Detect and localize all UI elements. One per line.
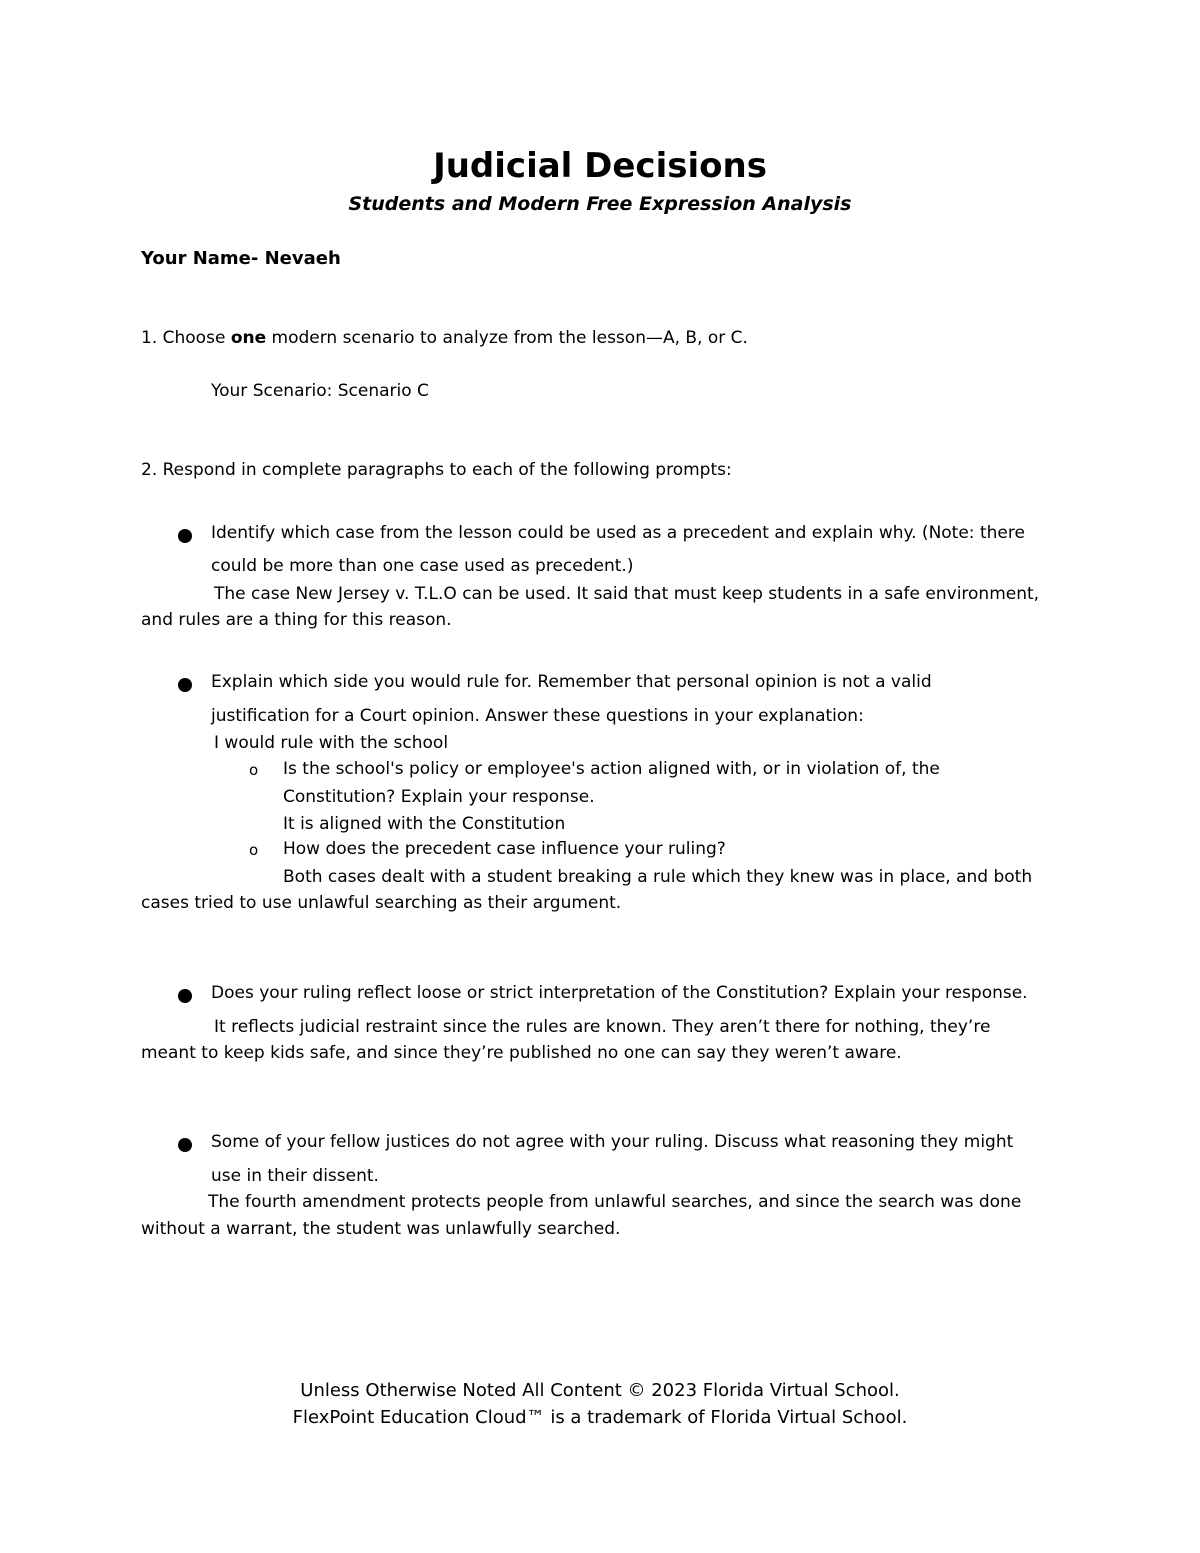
prompt-2-sub-1-line-2: Constitution? Explain your response. [283, 787, 595, 807]
bullet-icon [178, 678, 192, 692]
bullet-icon [178, 1138, 192, 1152]
prompt-3-answer-1: It reflects judicial restraint since the rules are known. They aren’t there for nothing, they’re [214, 1017, 991, 1037]
question-1 [141, 328, 748, 348]
prompt-4-line-1: Some of your fellow justices do not agree with your ruling. Discuss what reasoning they might [211, 1132, 1014, 1152]
footer-trademark: FlexPoint Education Cloud™ is a trademark of Florida Virtual School. [292, 1407, 908, 1428]
sub-bullet-icon: o [249, 761, 259, 779]
question-1-emphasis: one [230, 328, 267, 348]
prompt-1-answer-2: and rules are a thing for this reason. [141, 610, 452, 630]
question-1-number: 1. [141, 328, 158, 348]
prompt-2-answer: I would rule with the school [214, 733, 449, 753]
prompt-2-sub-2-answer-1: Both cases dealt with a student breaking a rule which they knew was in place, and both [283, 867, 1033, 887]
prompt-4-answer-1: The fourth amendment protects people from unlawful searches, and since the search was done [208, 1192, 1022, 1212]
prompt-2-sub-1-line-1: Is the school's policy or employee's action aligned with, or in violation of, the [283, 759, 940, 779]
prompt-4-line-2: use in their dissent. [211, 1166, 379, 1186]
prompt-2-line-2: justification for a Court opinion. Answer these questions in your explanation: [211, 706, 864, 726]
prompt-1-answer-1: The case New Jersey v. T.L.O can be used. It said that must keep students in a safe environment, [214, 584, 1040, 604]
student-name: Your Name- Nevaeh [141, 248, 341, 269]
question-1-answer: Your Scenario: Scenario C [211, 381, 429, 401]
footer-copyright: Unless Otherwise Noted All Content © 2023 Florida Virtual School. [300, 1380, 900, 1401]
page-subtitle: Students and Modern Free Expression Analysis [348, 193, 852, 215]
sub-bullet-icon: o [249, 841, 259, 859]
prompt-4-answer-2: without a warrant, the student was unlawfully searched. [141, 1219, 621, 1239]
prompt-2-sub-2-line-1: How does the precedent case influence your ruling? [283, 839, 726, 859]
prompt-2-sub-2-answer-2: cases tried to use unlawful searching as their argument. [141, 893, 622, 913]
question-2-instruction: 2. Respond in complete paragraphs to each of the following prompts: [141, 460, 732, 480]
prompt-3-line-1: Does your ruling reflect loose or strict interpretation of the Constitution? Explain your response. [211, 983, 1028, 1003]
prompt-2-sub-1-answer: It is aligned with the Constitution [283, 814, 566, 834]
prompt-1-line-1: Identify which case from the lesson could be used as a precedent and explain why. (Note: there [211, 523, 1025, 543]
bullet-icon [178, 529, 192, 543]
bullet-icon [178, 989, 192, 1003]
prompt-1-line-2: could be more than one case used as precedent.) [211, 556, 634, 576]
question-1-suffix: modern scenario to analyze from the lesson—A, B, or C. [266, 328, 748, 348]
page-title: Judicial Decisions [433, 146, 767, 186]
prompt-2-line-1: Explain which side you would rule for. Remember that personal opinion is not a valid [211, 672, 932, 692]
prompt-3-answer-2: meant to keep kids safe, and since they’re published no one can say they weren’t aware. [141, 1043, 902, 1063]
question-1-prefix: Choose [157, 328, 231, 348]
